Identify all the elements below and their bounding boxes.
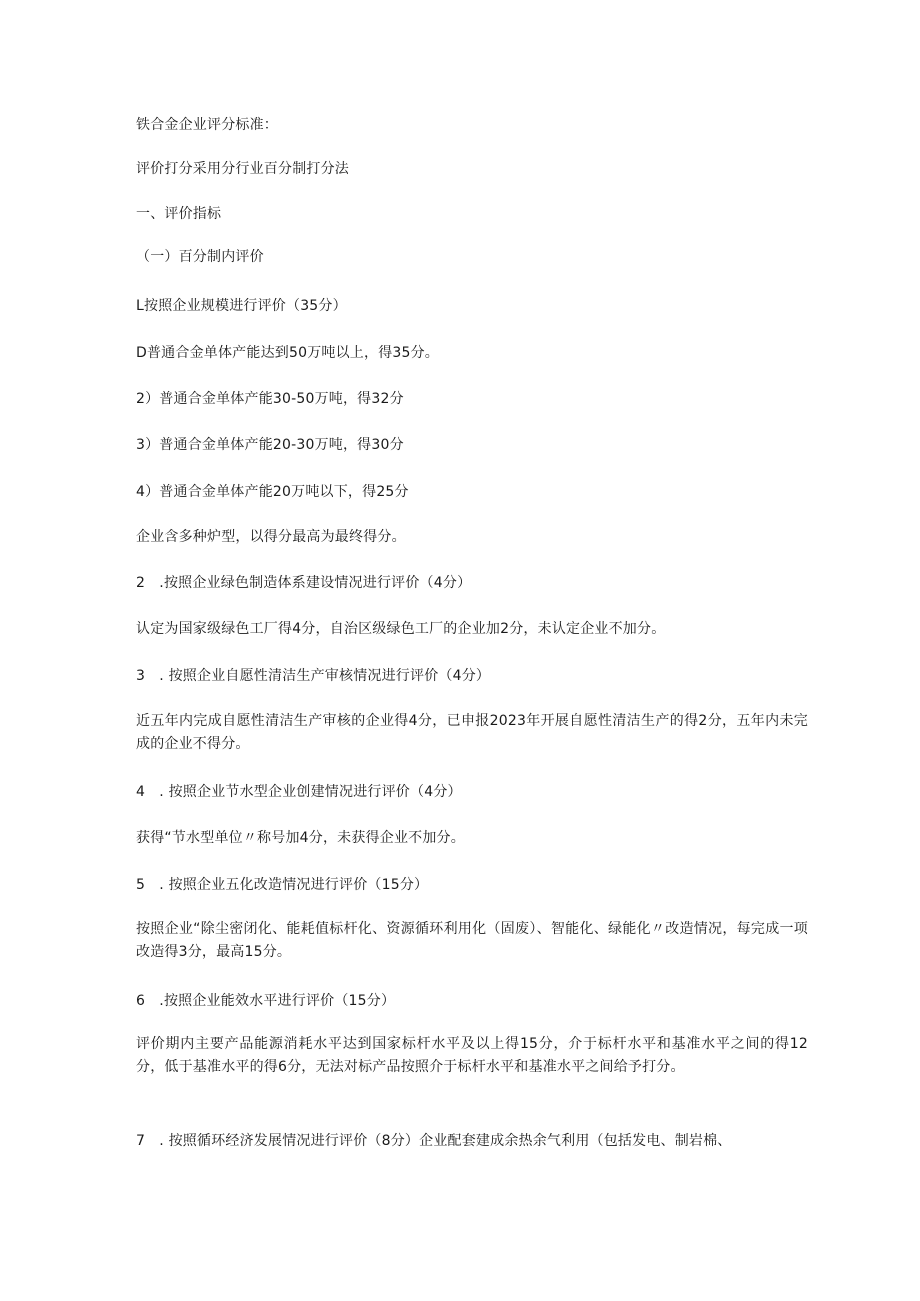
- item-3-text: 近五年内完成自愿性清洁生产审核的企业得4分，已申报2023年开展自愿性清洁生产的得2分，五年内未完成的企业不得分。: [136, 713, 808, 752]
- item-1-rule: 2）普通合金单体产能30-50万吨，得32分: [136, 391, 404, 407]
- item-1-heading: L按照企业规模进行评价（35分）: [136, 298, 347, 314]
- item-3-heading: 3 . 按照企业自愿性清洁生产审核情况进行评价（4分）: [136, 668, 491, 684]
- scoring-method: 评价打分采用分行业百分制打分法: [136, 161, 349, 177]
- item-6-heading: 6 .按照企业能效水平进行评价（15分）: [136, 993, 396, 1009]
- item-1-rule: 3）普通合金单体产能20-30万吨，得30分: [136, 437, 404, 453]
- item-1-rule: 4）普通合金单体产能20万吨以下，得25分: [136, 484, 409, 500]
- item-4-heading: 4 . 按照企业节水型企业创建情况进行评价（4分）: [136, 784, 462, 800]
- item-6-text: 评价期内主要产品能源消耗水平达到国家标杆水平及以上得15分，介于标杆水平和基准水平之间的得12分，低于基准水平的得6分，无法对标产品按照介于标杆水平和基准水平之间给予打分。: [136, 1036, 808, 1075]
- item-5-text: 按照企业“除尘密闭化、能耗值标杆化、资源循环利用化（固废）、智能化、绿能化〃改造情况，每完成一项改造得3分，最高15分。: [136, 921, 808, 960]
- item-2-text: 认定为国家级绿色工厂得4分，自治区级绿色工厂的企业加2分，未认定企业不加分。: [136, 621, 666, 637]
- item-5-heading: 5 . 按照企业五化改造情况进行评价（15分）: [136, 877, 429, 893]
- item-1-rule: D普通合金单体产能达到50万吨以上，得35分。: [136, 345, 440, 361]
- document-title: 铁合金企业评分标准：: [136, 117, 278, 133]
- item-7-text: 7 . 按照循环经济发展情况进行评价（8分）企业配套建成余热余气利用（包括发电、制岩棉、: [136, 1133, 732, 1149]
- section-heading: 一、评价指标: [136, 206, 222, 222]
- item-2-heading: 2 .按照企业绿色制造体系建设情况进行评价（4分）: [136, 575, 472, 591]
- item-4-text: 获得“节水型单位〃称号加4分，未获得企业不加分。: [136, 830, 465, 846]
- item-1-note: 企业含多种炉型，以得分最高为最终得分。: [136, 529, 406, 545]
- subsection-heading: （一）百分制内评价: [136, 249, 264, 265]
